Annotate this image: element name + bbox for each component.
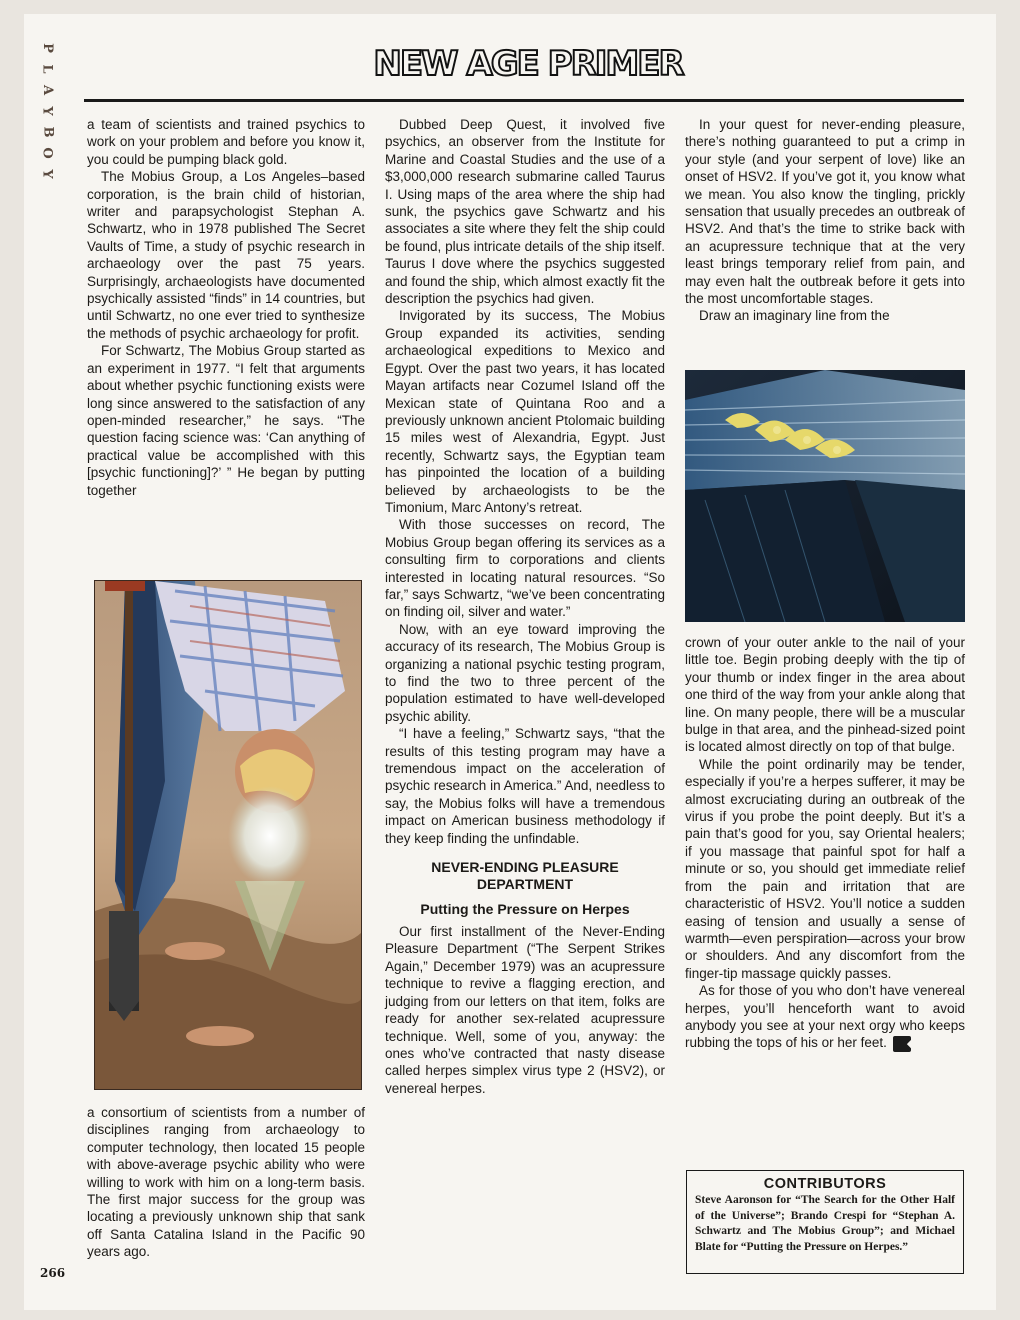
column-1-top <box>87 116 365 499</box>
masthead-title: NEW AGE PRIMER <box>373 44 683 84</box>
column-2 <box>385 116 665 1097</box>
closing-text: As for those of you who don’t have venereal herpes, you’ll henceforth want to avoid anybody you see at your next orgy who keeps rubbing the tops of his or her feet. <box>685 983 965 1051</box>
paragraph: “I have a feeling,” Schwartz says, “that the results of this testing program may have a tremendous impact on the acceleration of psychic research in America.” And, needless to say, the Mobius folks will have a tremendous impact on American business methodology if they keep finding the unfindable. <box>385 726 665 846</box>
masthead-rule <box>84 99 964 102</box>
feet-illustration <box>685 370 965 622</box>
column-3-bottom <box>685 634 965 1052</box>
paragraph: While the point ordinarily may be tender, especially if you’re a herpes sufferer, it may be almost excruciating during an outbreak of the virus if you probe the point deeply. But it’s a pain that’s good for you, say Oriental healers; if you massage that painful spot for half a minute or so, you should get immediate relief from the pain and irritation that are characteristic of HSV2. You’ll notice a sudden easing of tension and usually a sense of warmth—even perspiration—across your brow or shoulders. And any discomfort from the finger-tip massage quickly passes. <box>685 756 965 981</box>
column-1-bottom <box>87 1104 365 1261</box>
contributors-box <box>686 1170 964 1274</box>
paragraph: With those successes on record, The Mobius Group began offering its services as a consulting firm to corporations and clients interested in locating natural resources. “So far,” says Schwartz, “we’ve been concentrating on finding oil, silver and water.” <box>385 517 665 620</box>
paragraph: a team of scientists and trained psychics to work on your problem and before you know it, you could be pumping black gold. <box>87 117 365 167</box>
paragraph: Invigorated by its success, The Mobius Group expanded its activities, sending archaeological expeditions to Mexico and Egypt. Over the past two years, it has located Mayan artifacts near Cozumel Island off the Mexican state of Quintana Roo and a previously unknown ancient Ptolomaic building 15 miles west of Alexandria, Egypt. Just recently, Schwartz says, the Egyptian team has pinpointed the location of a building believed by archaeologists to be the Timonium, Marc Antony’s retreat. <box>385 308 665 515</box>
paragraph: In your quest for never-ending pleasure, there’s nothing guaranteed to put a crimp in your style (and your serpent of love) like an onset of HSV2. If you’ve got it, you know what we mean. You also know the tingling, prickly sensation that usually precedes an outbreak of HSV2. And that’s the time to strike back with an acupressure technique that at the very least brings temporary relief from pain, and may even halt the outbreak before it gets into the most uncomfortable stages. <box>685 117 965 307</box>
column-3-top <box>685 116 965 325</box>
paragraph: Our first installment of the Never-Ending Pleasure Department (“The Serpent Strikes Again,” December 1979) was an acupressure technique to revive a flagging erection, and judging from our letters on that item, folks are ready for another sex-related acupressure technique. Well, some of you, anyway: the ones who’ve contracted that nasty disease called herpes simplex virus type 2 (HSV2), or venereal herpes. <box>385 924 665 1096</box>
section-heading: NEVER-ENDING PLEASURE DEPARTMENT <box>431 859 619 893</box>
paragraph: Draw an imaginary line from the <box>699 308 890 324</box>
section-masthead <box>373 44 683 84</box>
section-subheading: Putting the Pressure on Herpes <box>420 901 630 918</box>
rabbit-head-icon: ◆ <box>893 1036 911 1052</box>
paragraph <box>685 982 965 1052</box>
paragraph: Now, with an eye toward improving the accuracy of its research, The Mobius Group is organizing a national psychic testing program, to find the two to three percent of the population estimated to have well-developed psychic ability. <box>385 621 665 724</box>
contributors-text: Steve Aaronson for “The Search for the Other Half of the Universe”; Brando Crespi for “Stephan A. Schwartz and The Mobius Group”; and Michael Blate for “Putting the Pressure on Herpes.” <box>695 1194 955 1253</box>
digging-illustration <box>94 580 362 1090</box>
page-number: 266 <box>40 1266 66 1280</box>
paragraph: The Mobius Group, a Los Angeles–based corporation, is the brain child of historian, writer and parapsychologist Stephan A. Schwartz, who in 1978 published The Secret Vaults of Time, a study of psychic research in archaeology over the past 75 years. Surprisingly, archaeologists have documented psychically assisted “finds” in 14 countries, but until Schwartz, no one ever tried to synthesize the methods of psychic archaeology for profit. <box>87 169 365 341</box>
paragraph: crown of your outer ankle to the nail of your little toe. Begin probing deeply with the tip of your thumb or index finger in the area about one third of the way from your ankle along that line. On many people, there will be a muscular bulge in that area, and the pinhead-sized point is located almost directly on top of that bulge. <box>685 635 965 755</box>
playboy-side-label: P L A Y B O Y <box>39 43 55 179</box>
contributors-title: CONTRIBUTORS <box>763 1176 887 1192</box>
paragraph: Dubbed Deep Quest, it involved five psychics, an observer from the Institute for Marine and Coastal Studies and the use of a $3,000,000 research submarine called Taurus I. Using maps of the area where the ship had sunk, the psychics gave Schwartz and his associates a site where they felt the ship could be found, plus intricate details of the ship itself. Taurus I dove where the psychics suggested and found the ship, which almost exactly fit the description the psychics had given. <box>385 117 665 307</box>
paragraph: a consortium of scientists from a number of disciplines ranging from archaeology to computer technology, then located 15 people with above-average psychic ability who were willing to work with him on a long-term basis. The first major success for the group was locating a previously unknown ship that sank off Santa Catalina Island in the Pacific 90 years ago. <box>87 1105 365 1260</box>
paragraph: For Schwartz, The Mobius Group started as an experiment in 1977. “I felt that arguments about whether psychic functioning exists were long since answered to the satisfaction of any open-minded researcher,” he says. “The question facing science was: ‘Can anything of practical value be accomplished with this [psychic functioning]?’ ” He began by putting together <box>87 343 365 498</box>
